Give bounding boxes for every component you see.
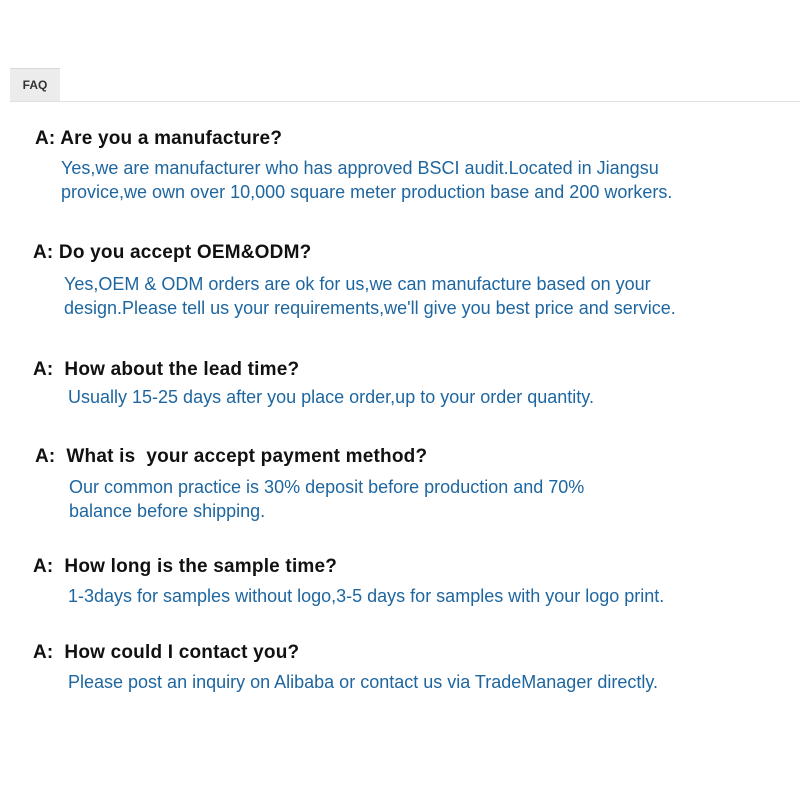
faq-question: A: Do you accept OEM&ODM? [33, 242, 312, 263]
faq-question: A: What is your accept payment method? [35, 446, 428, 467]
faq-question: A: How could I contact you? [33, 642, 300, 663]
faq-answer [68, 385, 594, 409]
faq-answer [68, 584, 664, 608]
answer-line: Yes,we are manufacturer who has approved BSCI audit.Located in Jiangsu [61, 158, 659, 178]
answer-line: Our common practice is 30% deposit before production and 70% [69, 477, 585, 497]
answer-line: balance before shipping. [69, 501, 266, 521]
answer-line: Please post an inquiry on Alibaba or contact us via TradeManager directly. [68, 672, 659, 692]
faq-question: A: Are you a manufacture? [35, 128, 283, 149]
answer-line: 1-3days for samples without logo,3-5 days for samples with your logo print. [68, 586, 665, 606]
tab-faq[interactable]: FAQ [10, 68, 60, 101]
faq-answer [69, 475, 584, 523]
faq-question: A: How long is the sample time? [33, 556, 338, 577]
faq-answer [64, 272, 676, 320]
faq-answer [61, 156, 672, 204]
faq-question: A: How about the lead time? [33, 359, 300, 380]
answer-line: Usually 15-25 days after you place order,up to your order quantity. [68, 387, 594, 407]
faq-answer [68, 670, 658, 694]
tab-bar [10, 68, 800, 102]
answer-line: Yes,OEM & ODM orders are ok for us,we can manufacture based on your [64, 274, 651, 294]
answer-line: design.Please tell us your requirements,we'll give you best price and service. [64, 298, 676, 318]
answer-line: provice,we own over 10,000 square meter production base and 200 workers. [61, 182, 673, 202]
